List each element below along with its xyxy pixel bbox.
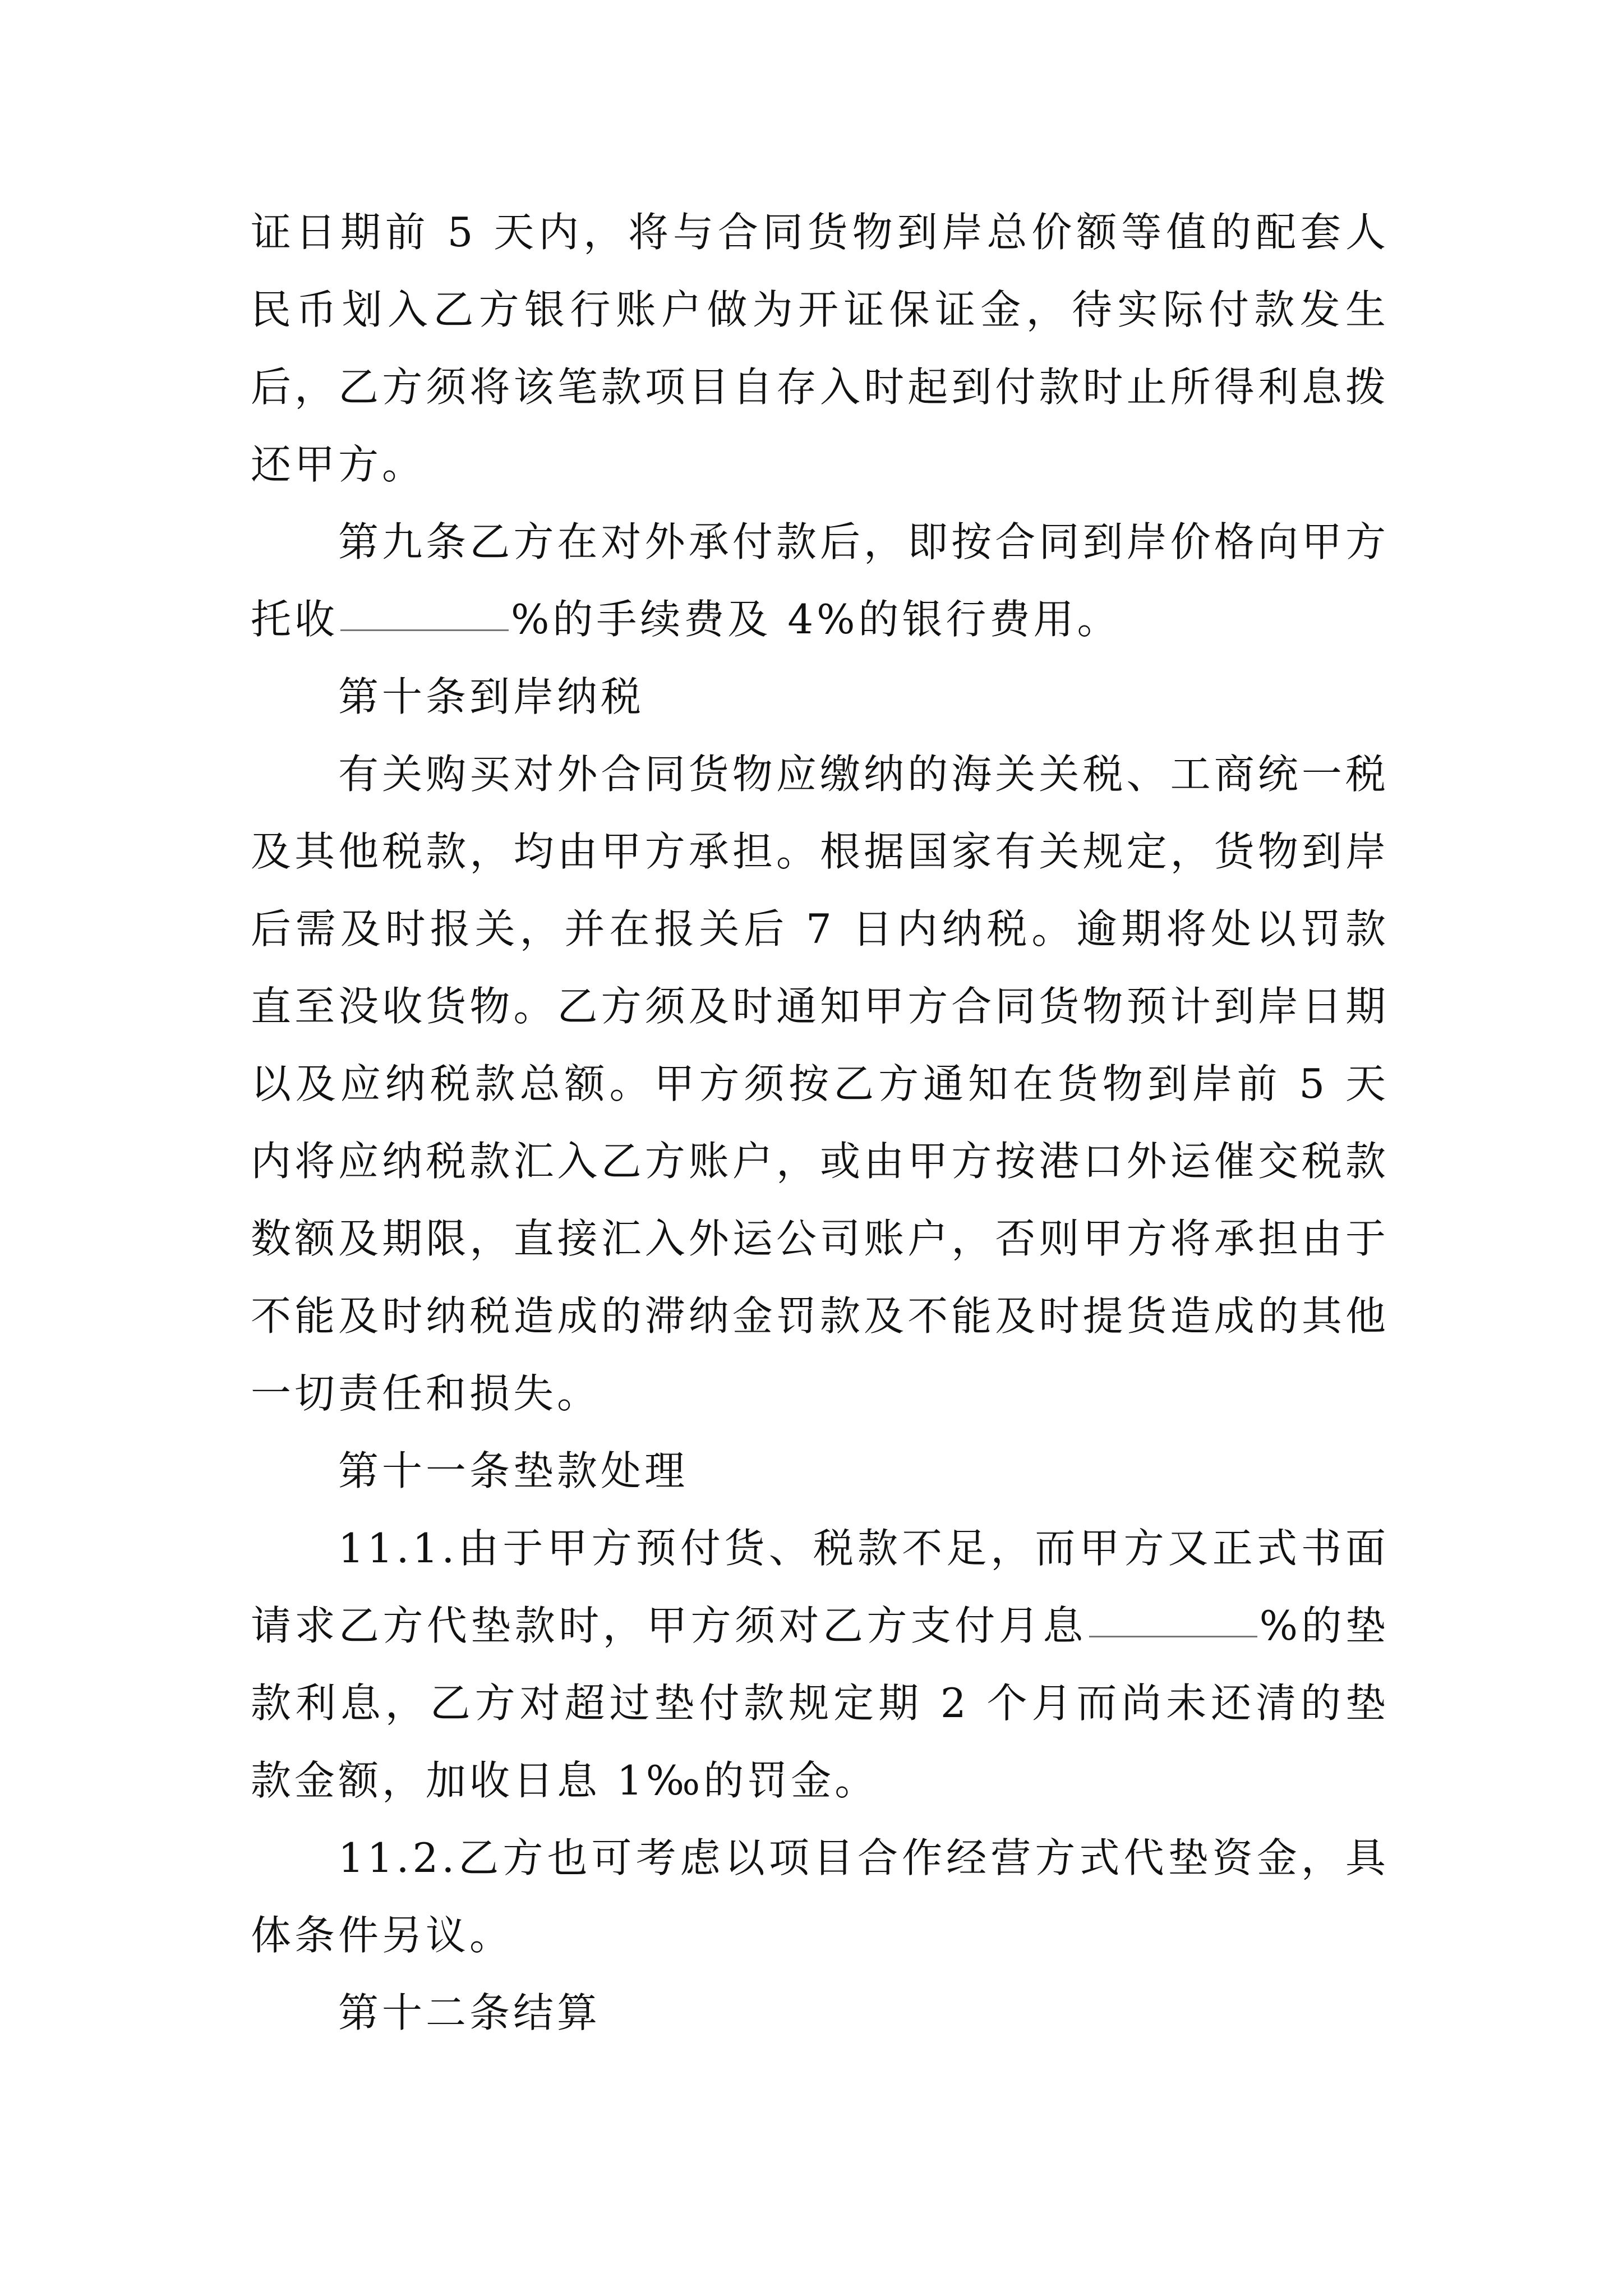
monthly-interest-blank (1089, 1635, 1257, 1637)
paragraph-deposit-clause: 证日期前 5 天内，将与合同货物到岸总价额等值的配套人民币划入乙方银行账户做为开证保证金，待实际付款发生后，乙方须将该笔款项目自存入时起到付款时止所得利息拨还甲方。 (251, 209, 1389, 488)
article-9-text-end: %的手续费及 4%的银行费用。 (511, 596, 1121, 643)
paragraph-article-10: 有关购买对外合同货物应缴纳的海关关税、工商统一税及其他税款，均由甲方承担。根据国家有关规定，货物到岸后需及时报关，并在报关后 7 日内纳税。逾期将处以罚款直至没收货物。乙方须及时通知甲方合同货物预计到岸日期以及应纳税款总额。甲方须按乙方通知在货物到岸前 5 天内将应纳税款汇入乙方账户，或由甲方按港口外运催交税款数额及期限，直接汇入外运公司账户，否则甲方将承担由于不能及时纳税造成的滞纳金罚款及不能及时提货造成的其他一切责任和损失。 (251, 751, 1389, 1417)
clause-11-1-text-end: %的垫款利息，乙方对超过垫付款规定期 2 个月而尚未还清的垫款金额，加收日息 1‰的罚金。 (251, 1602, 1389, 1804)
paragraph-11-2: 11.2.乙方也可考虑以项目合作经营方式代垫资金，具体条件另议。 (251, 1834, 1389, 1959)
document-body (251, 194, 1389, 2051)
fee-rate-blank (340, 629, 509, 631)
paragraph-article-9 (251, 503, 1389, 658)
article-10-heading: 第十条到岸纳税 (338, 673, 645, 720)
article-9-text-start: 第九条乙方在对外承付款后，即按合同到岸价格向甲方托收 (251, 518, 1389, 643)
clause-11-1-text-start: 11.1.由于甲方预付货、税款不足，而甲方又正式书面请求乙方代垫款时，甲方须对乙方支付月息 (251, 1525, 1389, 1649)
paragraph-11-1 (251, 1510, 1389, 1819)
article-11-heading: 第十一条垫款处理 (338, 1447, 689, 1494)
article-12-heading: 第十二条结算 (338, 1989, 601, 2036)
